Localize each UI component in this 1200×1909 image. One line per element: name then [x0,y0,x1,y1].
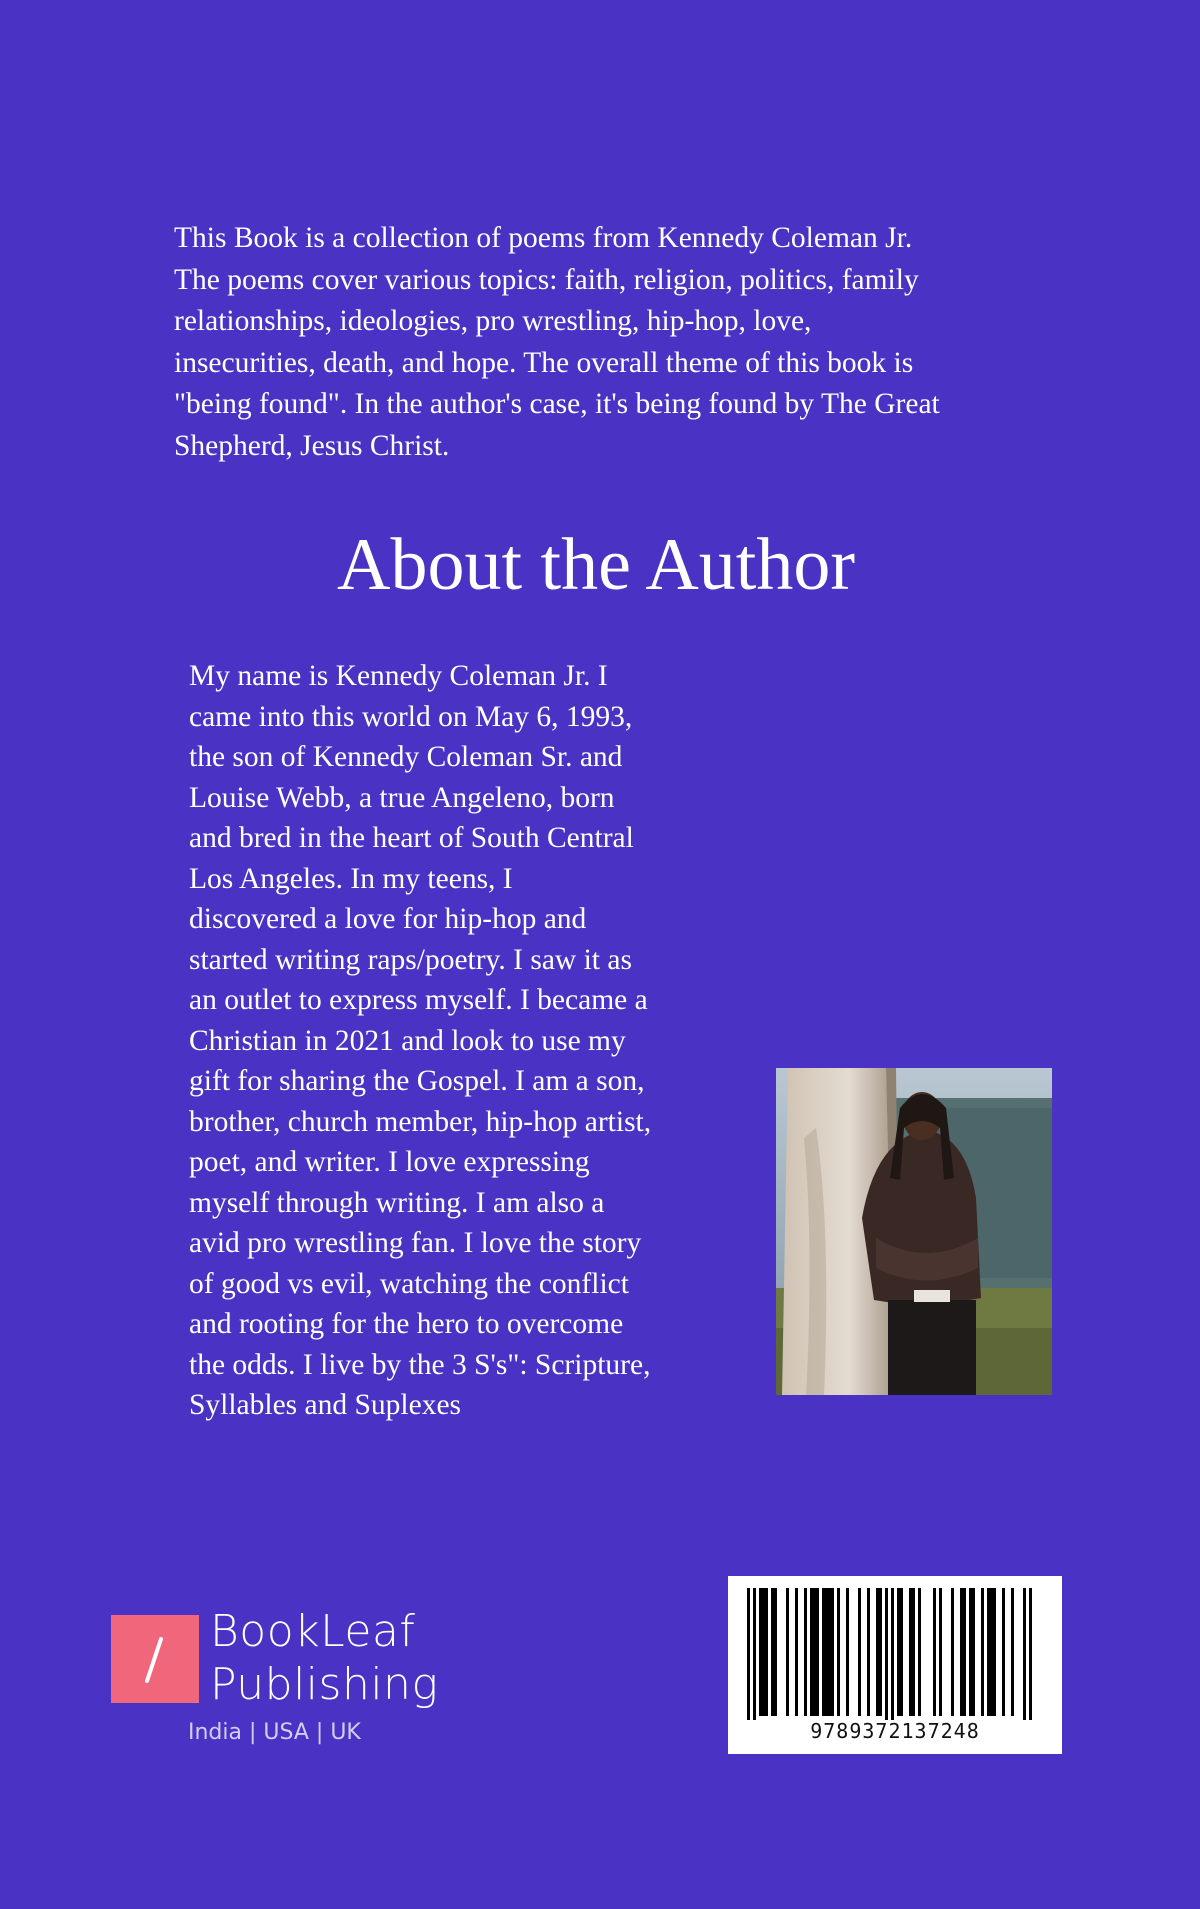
bio-line: the son of Kennedy Coleman Sr. and [189,741,623,773]
bio-line: My name is Kennedy Coleman Jr. I [189,660,608,692]
barcode-bar [876,1588,882,1716]
publisher-name [210,1605,438,1711]
bio-line: and rooting for the hero to overcome [189,1308,624,1340]
bio-line: poet, and writer. I love expressing [189,1146,590,1178]
blurb-line: The poems cover various topics: faith, religion, politics, family [174,263,919,296]
barcode-bar [981,1588,984,1716]
barcode-bar [939,1588,942,1716]
about-author-heading: About the Author [337,524,855,606]
blurb-line: relationships, ideologies, pro wrestling, hip-hop, love, [174,305,812,337]
barcode-bar [747,1588,750,1720]
barcode-bar [867,1588,870,1716]
barcode-bar [987,1588,996,1716]
author-photo [776,1068,1052,1395]
barcode-bar [753,1588,756,1720]
bio-line: discovered a love for hip-hop and [189,903,587,935]
barcode-bar [810,1588,819,1716]
barcode-bar [786,1588,789,1716]
barcode-bar [885,1588,888,1720]
bio-line: came into this world on May 6, 1993, [189,700,633,733]
book-blurb [174,218,1024,467]
barcode-bar [1023,1588,1026,1720]
publisher-name-line1: BookLeaf [210,1606,416,1657]
barcode-bar [933,1588,936,1716]
barcode-bar [891,1588,894,1720]
barcode-bar [771,1588,777,1716]
bio-line: avid pro wrestling fan. I love the story [189,1227,642,1259]
barcode-bar [822,1588,834,1716]
barcode-bar [951,1588,954,1716]
author-photo-illustration [776,1068,1052,1395]
bio-line: the odds. I live by the 3 S's": Scripture, [189,1348,651,1381]
barcode-bar [897,1588,903,1716]
barcode-bar [1002,1588,1005,1716]
barcode-bar [918,1588,921,1716]
blurb-line: "being found". In the author's case, it's being found by The Great [174,388,940,420]
barcode-bar [858,1588,861,1716]
barcode-bar [969,1588,975,1716]
barcode-bar [795,1588,798,1716]
barcode-bar [960,1588,966,1716]
author-bio [189,656,684,1426]
bio-line: started writing raps/poetry. I saw it as [189,943,632,976]
isbn-barcode [728,1576,1062,1754]
barcode-bar [837,1588,840,1716]
bio-line: and bred in the heart of South Central [189,822,634,854]
barcode-bar [1029,1588,1032,1720]
barcode-bar [909,1588,915,1716]
publisher-regions: India | USA | UK [188,1720,361,1745]
slash-icon [111,1615,199,1703]
bio-line: brother, church member, hip-hop artist, [189,1105,652,1138]
barcode-bar [804,1588,807,1716]
barcode-bar [846,1588,849,1716]
blurb-line: This Book is a collection of poems from Kennedy Coleman Jr. [174,222,913,254]
bio-line: an outlet to express myself. I became a [189,984,648,1016]
bio-line: Los Angeles. In my teens, I [189,862,513,895]
bio-line: Christian in 2021 and look to use my [189,1024,626,1057]
bio-line: gift for sharing the Gospel. I am a son, [189,1065,645,1097]
blurb-line: Shepherd, Jesus Christ. [174,429,450,462]
blurb-line: insecurities, death, and hope. The overall theme of this book is [174,346,914,379]
bio-line: Louise Webb, a true Angeleno, born [189,781,615,814]
barcode-bar [759,1588,768,1716]
bio-line: Syllables and Suplexes [189,1389,462,1421]
isbn-number: 9789372137248 [810,1719,980,1743]
slash-icon-glyph [111,1615,199,1703]
bio-line: of good vs evil, watching the conflict [189,1267,629,1300]
barcode-bar [1011,1588,1014,1716]
publisher-name-line2: Publishing [210,1659,439,1710]
bio-line: myself through writing. I am also a [189,1186,605,1219]
publisher-logo [111,1606,451,1753]
